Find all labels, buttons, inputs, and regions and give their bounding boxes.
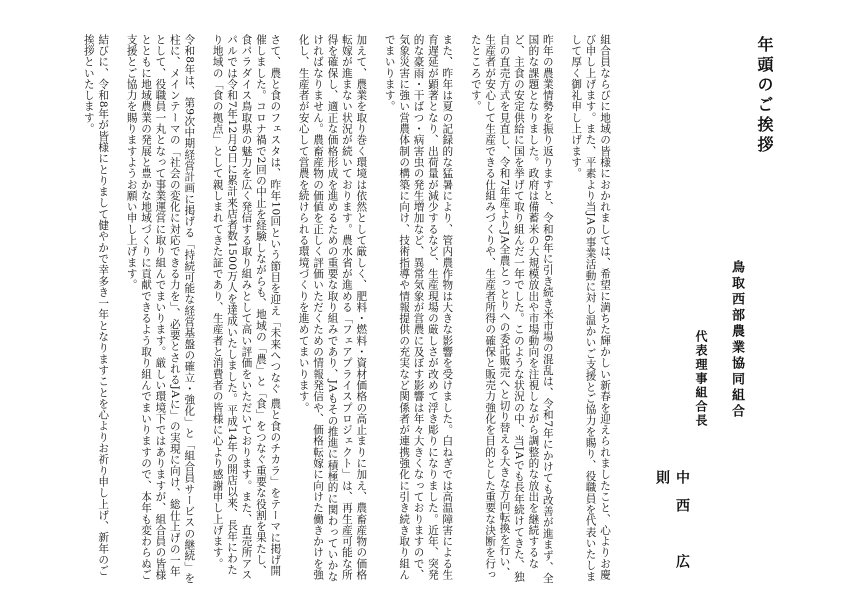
paragraph-rice-market: 昨年の農業情勢を振り返りますと、令和6年に引き続き米市場の混乱は、令和7年にかけても改善が進まず、全国的な課題となりました。政府は備蓄米の大規模放出や市場動向を注視しながら調整的な放出を継続するなど、主食の安定供給に国を挙げて取り組んだ一年でした。このような状況の中、当JAでも長年続けてきた、独自の直売方式を見直し、令和7年産よりJA全農とっとりへの委託販売へと切り替える大きな方向転換を行い、生産者が安心して生産できる仕組みづくりや、生産者所得の確保と販売力強化を目的とした重要な決断を行ったところです。 [469,34,554,584]
document-title: 年頭のご挨拶 [755,36,774,156]
greeting-body [42,34,612,584]
paragraph-weather: また、昨年は夏の記録的な猛暑により、管内農作物は大きな影響を受けました。白ねぎでは高温障害による生育遅延が顕著となり、出荷量が減少するなど、生産現場の厳しさが改めて浮き彫りになりました。近年、突発的な豪雨・干ばつ・病害虫の発生増加など、異常気象が営農に及ぼす影響は年々大きくなっておりますので、気象災害に強い営農体制の構築に向け、技術指導や情報提供の充実など関係者が連携強化に引き続き取り組んでまいります。 [383,34,454,581]
paragraph-festa: さて、農と食のフェスタは、昨年10回という節目を迎え「未来へつなぐ 農と食のチカラ」をテーマに掲げ開催しました。コロナ禍で2回の中止を経験しながらも、地域の「農」と「食」をつなぐ重要な役割を果たし、食パラダイス鳥取県の魅力を広く発信する取り組みとして高い評価をいただいております。また、直売所アスパルでは令和7年12月9日に累計来店者数1500万人を達成いたしました。平成14年の開店以来、長年にわたり地域の「食の拠点」として親しまれてきた証であり、生産者と消費者の皆様に心より感謝申し上げます。 [211,34,282,581]
paragraph-plan: 令和8年は、第9次中期経営計画に掲げる「持続可能な経営基盤の確立・強化」と「組合員サービスの継続」を柱に、メインテーマの「社会の変化に対応できる力を」、必要とされるJAに」の実現に向け、総仕上げの一年として、役職員一丸となって事業運営に取り組んでまいります。厳しい環境下ではありますが、組合員の皆様とともに地域農業の発展と豊かな地域づくりに貢献できるよう取り組んでまいりますので、本年も変わらぬご支援とご協力を賜りますようお願い申し上げます。 [125,34,196,584]
signer-name: 中西 広則 [654,470,690,582]
organization-name: 鳥取西部農業協同組合 [729,260,744,420]
paragraph-pricing: 加えて、農業を取り巻く環境は依然として厳しく、肥料・燃料・資材価格の高止まりに加え、農畜産物の価格転嫁が進まない状況が続いております。農水省が進める「フェアプライスプロジェクト」は、再生産可能な所得を確保し、適正な価格形成を進めるための重要な取り組みであり、JAもその推進に積極的に関わっていかなければなりません。農畜産物の価値を正しく評価いただくための情報発信や、価格転嫁に向けた働きかけを強化し、生産者が安心して営農を続けられる環境づくりを進めてまいります。 [297,34,368,583]
paragraph-intro: 組合員ならびに地域の皆様におかれましては、希望に満ちた輝かしい新春を迎えられましたこと、心よりお慶び申し上げます。また、平素より当JAの事業活動に対し温かいご支援とご協力を賜り、役職員を代表いたしまして厚く御礼申し上げます。 [570,34,611,583]
paragraph-closing: 結びに、令和8年が皆様にとりまして健やかで幸多き一年となりますことを心よりお祈り申し上げ、新年のご挨拶といたします。 [82,34,110,577]
signer-role: 代表理事組合長 [694,330,708,428]
